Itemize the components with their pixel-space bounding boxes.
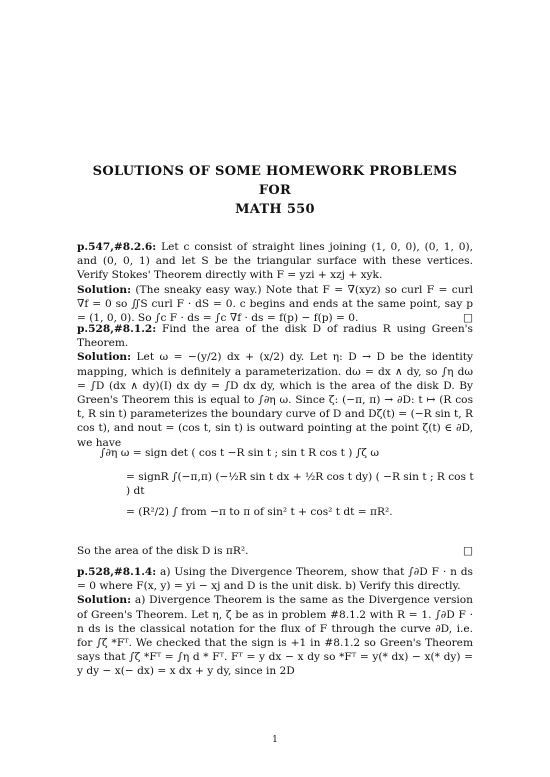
problem-8-2-6 [77,240,473,325]
problem-statement: Find the area of the disk D of radius R using Green's Theorem. [77,323,473,350]
solution-text: a) Divergence Theorem is the same as the Divergence version of Green's Theorem. Let η, ζ be as in problem #8.1.2 with R = 1. ∫∂D F · n ds is the classical notation for the flux of F through the curve ∂D, i.e. for ∫ζ *Fᵀ. We checked that the sign is +1 in #8.1.2 so Green's Theorem says that ∫ζ *Fᵀ = ∫η d * Fᵀ. Fᵀ = y dx − x dy so *Fᵀ = y(* dx) − x(* dy) = y dy − x(− dx) = x dx + y dy, since in 2D [77,594,473,678]
problem-statement: a) Using the Divergence Theorem, show that ∫∂D F · n ds = 0 where F(x, y) = yi − xj and D is the unit disk. b) Verify this directly. [77,566,473,593]
problem-heading: p.547,#8.2.6: [77,241,157,253]
qed-mark: □ [462,545,473,557]
equation-line-3: = (R²/2) ∫ from −π to π of sin² t + cos² t dt = πR². [126,506,393,518]
problem-statement: Let c consist of straight lines joining (1, 0, 0), (0, 1, 0), and (0, 0, 1) and let S be the triangular surface with these vertices. Verify Stokes' Theorem directly with F = yzi + xzj + xyk. [77,241,473,282]
problem-8-1-4 [77,565,473,679]
solution-text: (The sneaky easy way.) Note that F = ∇(xyz) so curl F = curl ∇f = 0 so ∬S curl F · dS = 0. c begins and ends at the same point, say p = (1, 0, 0). So ∫c F · ds = ∫c ∇f · ds = f(p) − f(p) = 0. [77,283,473,325]
area-conclusion [77,544,473,558]
equation-line-2: = signR ∫(−π,π) (−½R sin t dx + ½R cos t dy) ( −R sin t ; R cos t ) dt [126,471,474,497]
solution-label: Solution: [77,283,132,296]
document-title [80,162,470,219]
title-line-1: SOLUTIONS OF SOME HOMEWORK PROBLEMS FOR [92,164,458,198]
qed-mark: □ [462,312,473,325]
problem-heading: p.528,#8.1.2: [77,323,157,335]
problem-8-1-2 [77,322,473,450]
solution-label: Solution: [77,594,132,607]
page-number: 1 [272,735,278,745]
solution-label: Solution: [77,351,132,364]
solution-text: Let ω = −(y/2) dx + (x/2) dy. Let η: D → D be the identity mapping, which is definitely a parameterization. dω = dx ∧ dy, so ∫η dω = ∫D (dx ∧ dy)(I) dx dy = ∫D dx dy, which is the area of the disk D. By Green's Theorem this is equal to ∫∂η ω. Since ζ: (−π, π) → ∂D: t ↦ (R cos t, R sin t) parameterizes the boundary curve of D and Dζ(t) = (−R sin t, R cos t), and nout = (cos t, sin t) is outward pointing at the point ζ(t) ∈ ∂D, we have [77,351,473,449]
conclusion-text: So the area of the disk D is πR². [77,545,249,557]
problem-heading: p.528,#8.1.4: [77,566,157,578]
title-line-2: MATH 550 [235,202,315,217]
equation-line-1: ∫∂η ω = sign det ( cos t −R sin t ; sin t R cos t ) ∫ζ ω [100,447,379,459]
